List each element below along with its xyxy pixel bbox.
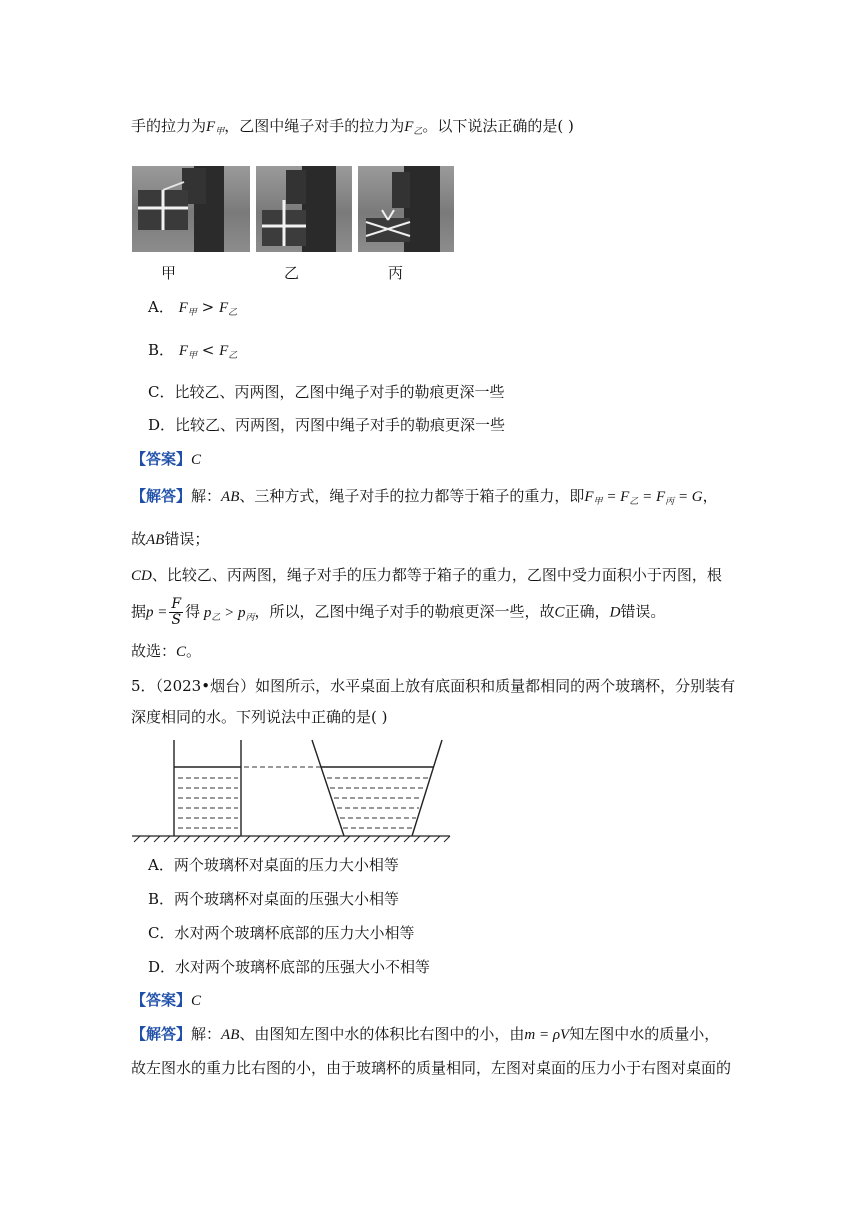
solution-tag: 【解答】 — [131, 1025, 192, 1043]
q4-solution-line-3: CD、比较乙、丙两图，绳子对手的压力都等于箱子的重力，乙图中受力面积小于丙图，根 — [131, 566, 722, 584]
f-yi-symbol: $F_乙$ — [404, 119, 423, 136]
photo-bing-drawing — [358, 166, 454, 252]
q5-option-c: C．水对两个玻璃杯底部的压力大小相等 — [148, 924, 415, 942]
q4-answer-blank: ( ) — [557, 117, 574, 135]
q4-intro-text-a: 手的拉力为 — [131, 117, 207, 135]
answer-tag: 【答案】 — [131, 450, 192, 468]
solution-tag: 【解答】 — [131, 487, 192, 505]
photo-yi — [256, 166, 352, 252]
q5-option-d: D．水对两个玻璃杯底部的压强大小不相等 — [148, 958, 431, 976]
photo-bing — [358, 166, 454, 252]
answer-value: C — [191, 993, 202, 1009]
q4-option-a: A． $F_甲 > F_乙$ — [148, 298, 238, 317]
q4-photos — [132, 166, 456, 254]
q4-solution-line-1: 【解答】解：AB、三种方式，绳子对手的拉力都等于箱子的重力，即$F_甲 = F_乙 = F_丙 = G$， — [131, 487, 718, 506]
q4-answer — [131, 449, 201, 470]
q4-option-c: C．比较乙、丙两图，乙图中绳子对手的勒痕更深一些 — [148, 383, 505, 401]
q4-option-d: D．比较乙、丙两图，丙图中绳子对手的勒痕更深一些 — [148, 416, 506, 434]
q4-solution-line-2: 故AB错误； — [131, 530, 210, 548]
q5-stem-line-2: 深度相同的水。下列说法中正确的是( ) — [131, 708, 388, 726]
q5-solution-line-1: 【解答】解：AB、由图知左图中水的体积比右图中的小，由m = ρV知左图中水的质量小， — [131, 1025, 720, 1043]
q4-option-b: B． $F_甲 < F_乙$ — [148, 341, 238, 360]
q4-intro-text-c: 。以下说法正确的是 — [422, 117, 558, 135]
photo-label-bing: 丙 — [388, 264, 404, 282]
q4-solution-line-5: 故选：C。 — [131, 642, 202, 660]
q4-intro-line — [131, 116, 574, 141]
q5-solution-line-2: 故左图水的重力比右图的小，由于玻璃杯的质量相同，左图对桌面的压力小于右图对桌面的 — [131, 1059, 732, 1077]
photo-jia — [132, 166, 250, 252]
pressure-fraction: $\frac{F}{S}$ — [171, 596, 182, 628]
glass-cups-diagram — [130, 738, 452, 844]
q5-answer — [131, 990, 201, 1011]
q5-option-b: B．两个玻璃杯对桌面的压强大小相等 — [148, 890, 400, 908]
q4-intro-text-b: ，乙图中绳子对手的拉力为 — [224, 117, 405, 135]
photo-yi-drawing — [256, 166, 352, 252]
q5-stem-line-1: 5．（2023•烟台）如图所示，水平桌面上放有底面积和质量都相同的两个玻璃杯，分别装有 — [131, 677, 736, 695]
photo-jia-drawing — [132, 166, 250, 252]
photo-label-jia: 甲 — [161, 264, 177, 282]
q5-option-a: A．两个玻璃杯对桌面的压力大小相等 — [148, 856, 399, 874]
answer-value: C — [191, 452, 202, 468]
photo-label-yi: 乙 — [284, 264, 300, 282]
q4-solution-line-4: 据p = $\frac{F}{S}$ 得 $p_乙 > p_丙$，所以，乙图中绳子对手的勒痕更深一些，故C正确，D错误。 — [131, 596, 666, 628]
answer-tag: 【答案】 — [131, 991, 192, 1009]
f-jia-symbol: $F_甲$ — [206, 119, 225, 136]
